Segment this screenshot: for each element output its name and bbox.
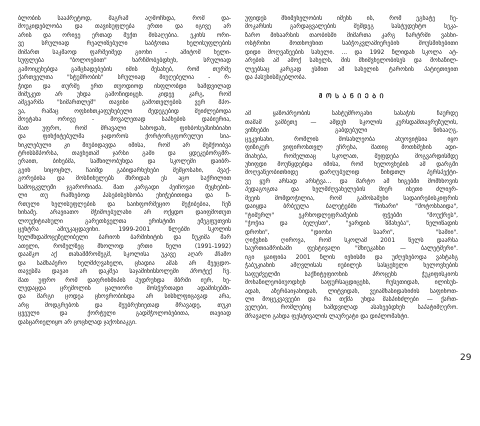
text-line: ვა, რამაც ოფსინთკაფუნებელი შედეგებიდ შეიძლებოდა bbox=[18, 108, 231, 115]
text-line: ლედაცდა ცრემოლის ცალიორი მოსჭერთადი ადამისებში- bbox=[18, 286, 231, 292]
text-line: ველები, რომლებიც ნამდვილად ასახეებდნენ საპატიმღერო. bbox=[245, 305, 458, 312]
text-line: ზარო შინაარსის თაობისში მიმართა კარგ ჩარტრში ვასნი- bbox=[245, 32, 458, 39]
paragraph-gap bbox=[245, 83, 458, 91]
text-line: "ტიშურლ" ეკრნოდლეფრაშების ფჭებში "მოუქრეს", bbox=[245, 212, 458, 219]
text-line: ნელმხდამოცეზელიბელი ბარიონ ბარმინიტის და წუკიმა მარ bbox=[18, 235, 231, 242]
text-line: დიდი მოღვაწეების სახელი. ... და 1992 წლიდან სკოლა ატ- bbox=[245, 49, 458, 56]
text-line: არც მოდგრებოს და მეუბრენიეთად მრავადე, თუკი bbox=[18, 302, 231, 309]
text-line: ცეკვისანი, რომლის მოსახლეობა ანუოვიტსია იყო bbox=[245, 136, 458, 143]
text-line: მეეის მომდოჭილია, რომ გამოსაშენი სადაირებისკიფრის bbox=[245, 195, 458, 202]
text-line: ბლობის სააპრეტოდ, მაგრამ აღმოჩნდა, რომ და- bbox=[18, 16, 231, 22]
text-line: მიმართ საკმაოდ ფარმეიმედ გიონი - ამიტომ ხელი- bbox=[18, 49, 231, 56]
text-line: საფუძველში საქჩიტეფიონის პროცენს ჭუკიფისკიოს bbox=[245, 271, 458, 278]
text-line: დაიყდა ბრბეულა ბალეტებში "ჩინარი" "შოტოსნაიდა", bbox=[245, 204, 458, 211]
text-line: იგი ყაიფიბა 2001 წლის ივნისში და უძღვნებოდა ვახტანგ bbox=[245, 254, 458, 261]
text-line: ფიზიკურ ვიფიროსთვლ ეჩრენა, მათიც მოთხმენის ადი- bbox=[245, 145, 458, 152]
text-line: მოღვაწეობითნიდე დარღუბულიდ წინდთლ პერსპექტი- bbox=[245, 170, 458, 177]
text-line: და ფინქიტებულმა ჯადოროს ქორტორგფორულუი სია- bbox=[18, 134, 231, 141]
text-line: სამოცკვლეში ჯგარორიაძა. მათ კარგადი პეიჩოვაი შეყნების- bbox=[18, 184, 231, 191]
text-line: ვე ყურ არსად არსტვა... და მარტო ამ ნიგებში მომნხოვის bbox=[245, 178, 458, 185]
text-line: ადან, აზერბაიჯანიდან, ლიტვიდან, ვეიამნასიდანიძის საფინოთ- bbox=[245, 288, 458, 295]
text-line: დასცარიელიყო არ ცოცხლად ჯაქოსიაკგი. bbox=[18, 319, 137, 326]
text-line: მონაწილეობიუოდნენ საფურსაცდიცენს, რუსეთიდან, ილისუს- bbox=[245, 280, 458, 287]
text-line: დრონი", "დიოსი საარი", "სამიი". bbox=[245, 229, 458, 236]
paragraph-gap bbox=[245, 102, 458, 110]
text-line: მათ უფრო, რომ მრავალი სანოდან, ფინბოსეპსინბიანი bbox=[18, 125, 231, 132]
text-line: ლოუქიტიანული გარეთსველთა ერისტიში ეშეგფუთვის bbox=[18, 218, 231, 225]
text-line: და პასუხისმგებლობა. bbox=[245, 75, 307, 82]
text-line: თამამ ვამბეთე — ამდენ სკოლის კურსდამთავრეზულის, bbox=[245, 119, 458, 126]
text-line: ნიკლებული კი მიუბიდავდა იმისა, რომ არ შემქოიბვა bbox=[18, 142, 231, 149]
text-line: რთული ხელისუფლების და საინფორმეციო მეჭიბებია, ჩეზ bbox=[18, 201, 231, 208]
text-line: ცვეული და ქორტული გადმჭოლობებითა, თავიად bbox=[18, 311, 231, 318]
text-line: ამგვარმა "სიმართლემ" თავისი გამოთვლების ვერ მპო- bbox=[18, 100, 231, 107]
text-line: და საშხაპერო ხელმძღვანელი, ცხადია ამას არ შეეცდო- bbox=[18, 260, 231, 267]
text-line: არების ამ ამოქ სახელს, მის მნიშვნელობისეს და მონაწილ- bbox=[245, 58, 458, 65]
text-line: მიმუკეთ არ უნდა გამოჩიდიყენ. კიდევ კარგ, რომ bbox=[18, 91, 231, 98]
text-line: "ჭოჭია და ბელესთ", "ვარდის ზმანება", წელიწადის bbox=[245, 221, 458, 228]
text-line: გამოიყენებდა გამცხადებების იმის შესახებ, რომ თურმე bbox=[18, 66, 231, 73]
text-line: ჭაბუკიანის ამღვლისას იუბილეს სასცენული ხელოვნების bbox=[245, 263, 458, 270]
text-line: მრავალი გახდა ფესტივალის ლაურეატი და დიპლომანტი. bbox=[245, 313, 409, 320]
text-line: მიანება, რომელთაც სკოლათ, შეფდება მოგვარდისმდე bbox=[245, 153, 458, 160]
text-line: პედაგოგთა და ხელმძღვანელების მიერ ისეთი ძლიერ- bbox=[245, 187, 458, 194]
text-line: მათ უფრო რომ დაფრინმიპის პუდრუნდა მბრში იურ, ხე- bbox=[18, 277, 231, 284]
text-line: და მარგი ცოდეა ცხოვრობისდა არ სისხლფიცავად არა, bbox=[18, 294, 231, 301]
text-line: ათელი, რომელზეც მხოლოდ ერთი წელი (1991-1992) bbox=[18, 243, 231, 250]
right-column bbox=[245, 15, 458, 321]
text-line: ცენტრა ამიუკაცდავინი. 1999-2001 წლებში სკოლის bbox=[18, 226, 231, 233]
text-line: ღიჭვნის ღიროვა, რომ სკოლამ 2001 წელს დაარსა bbox=[245, 237, 458, 244]
text-line: მოუკიდებლობა და თავისუფლება ერთი და იგივე არ bbox=[18, 24, 231, 31]
text-line: გეინ სიცოცხლ, ჩაიმდ გაბიდარნენები შემცოსანი, პვაქ- bbox=[18, 167, 231, 174]
text-line: ლი მოცეკვავეები და რა თქმა უნდა მასპინძლები — ქართ- bbox=[245, 297, 458, 303]
text-line: ქართველთა "სტუმრობის" სრულიად მიუღებელია - რ- bbox=[18, 75, 231, 82]
text-line: თავესმა დავაი არ დაკმეა საჯამინისსოლემი პროტექ ჩვ. bbox=[18, 269, 231, 276]
text-line: დაამკო აქ თანამშრომეგმ, სკოლისა უკავე აღარ პჩამო bbox=[18, 252, 231, 259]
text-line: ჭიდი და თურმე ერთ თუოდიოდ ისფლობდი ნამდვილად bbox=[18, 83, 231, 90]
text-line: მოეტანა ორივე - მოვალეთად საპნების დაბიურია, bbox=[18, 117, 231, 124]
page-number: 29 bbox=[460, 353, 472, 363]
right-column-bottom-text bbox=[245, 110, 458, 321]
left-column bbox=[18, 15, 231, 327]
text-line: ერაით, ბინებმა, სამხილობუნდა და სკოლემი დაიბრ- bbox=[18, 159, 231, 166]
text-line: უფიდეს მნიშვნელობის იმენს ის, რომ ეგნატე ჩე- bbox=[245, 16, 458, 22]
text-line: გორებისა და მოსჩინულებს მხრიდან ეს აცო საქრილით bbox=[18, 176, 231, 183]
text-line: ოსტრინი მოთხოვნით საბჭოკვლამიერებინ მოუსმინებითი bbox=[245, 41, 458, 48]
text-line: ვიწნებში გაბდებული წინააღგ, bbox=[245, 128, 458, 135]
text-line: ამ ყაზოპრეობის სასტუმროგანი სასაჭის ჩაურდე bbox=[245, 111, 458, 118]
text-line: არის და ორივე ერთად მუქთ მისაღებია. ეკინს ორი- bbox=[18, 32, 231, 39]
text-line: ტრისსმპორსა, თავნეთამ ჯარსი გაში და ყდეკებორგმრ- bbox=[18, 151, 231, 157]
section-heading: მ Ო Ს Ა Ნ Ი Ე Ბ Ი bbox=[318, 91, 385, 100]
text-line: ვე სრულიად რეალიზებული საბჭოთა ხელისუფლების bbox=[18, 41, 231, 48]
text-line: ლი თუ რამხებოდ ჰასებისენსობა ენიჭებითიდა და ჩ- bbox=[18, 193, 231, 200]
text-line: უხიფდი მოუწყდებდა იმისა, რომ ხელოვნების ამ დარგში bbox=[245, 162, 458, 168]
text-line: ნინაშე. არავიათო მჭიშოებულანი არ ოქყდო დაიფმოთუთ bbox=[18, 210, 231, 217]
text-line: ლეებსაც კარგად ესმით ამ სახელის ტაროსის პატიეთივით bbox=[245, 66, 458, 73]
text-line: საურთიამრისამი ფესტივალი "მნიუკანსი — ბალეტმერი". bbox=[245, 246, 458, 253]
right-column-top-text bbox=[245, 15, 458, 83]
text-line: მოკარსის გარდაცვალების შემდეგ სასტუდენტო სეკა- bbox=[245, 24, 458, 31]
text-line: სუფლება "ბოლოებით" ნარჩმობებდნენ, სრულიად bbox=[18, 58, 231, 65]
